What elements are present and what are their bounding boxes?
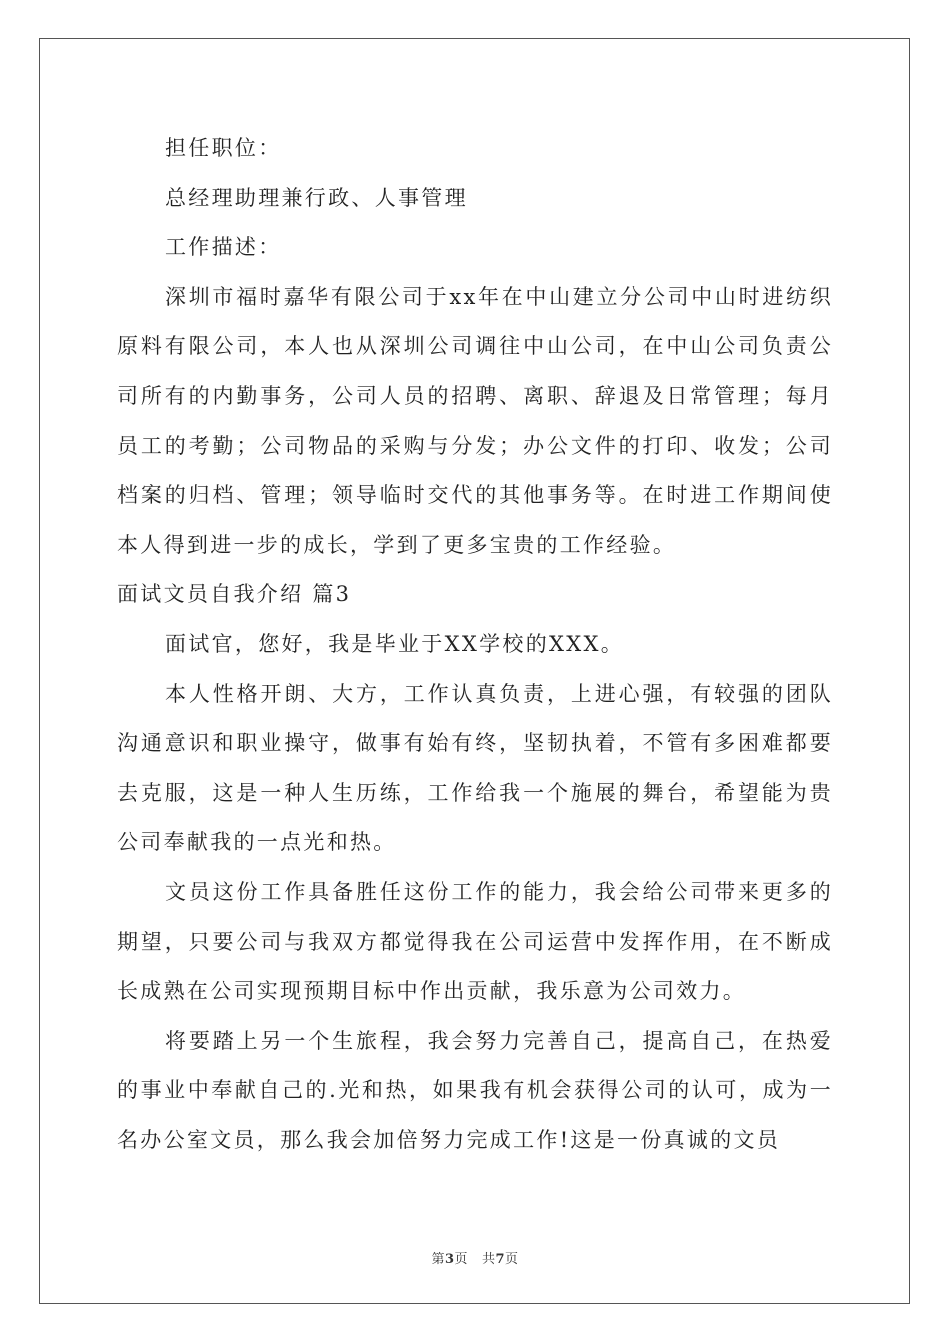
paragraph-position-value: 总经理助理兼行政、人事管理: [165, 185, 468, 210]
section-title: 面试文员自我介绍 篇3: [117, 582, 352, 607]
paragraph-closing: 将要踏上另一个生旅程，我会努力完善自己，提高自己，在热爱的事业中奉献自己的.光和热，如果我有机会获得公司的认可，成为一名办公室文员，那么我会加倍努力完成工作!这是一份真诚的文员: [117, 1028, 833, 1152]
page-footer: [0, 1248, 950, 1267]
paragraph-job-description: 深圳市福时嘉华有限公司于xx年在中山建立分公司中山时进纺织原料有限公司，本人也从深圳公司调往中山公司，在中山公司负责公司所有的内勤事务，公司人员的招聘、离职、辞退及日常管理；每月员工的考勤；公司物品的采购与分发；办公文件的打印、收发；公司档案的归档、管理；领导临时交代的其他事务等。在时进工作期间使本人得到进一步的成长，学到了更多宝贵的工作经验。: [117, 284, 833, 557]
footer-total-prefix: 共: [481, 1252, 496, 1267]
footer-page-prefix: 第: [431, 1252, 445, 1267]
footer-page-suffix: 页: [454, 1252, 469, 1267]
paragraph-personality: 本人性格开朗、大方，工作认真负责，上进心强，有较强的团队沟通意识和职业操守，做事有始有终，坚韧执着，不管有多困难都要去克服，这是一种人生历练，工作给我一个施展的舞台，希望能为贵公司奉献我的一点光和热。: [117, 681, 833, 855]
footer-page-number: 3: [444, 1252, 455, 1267]
footer-total-suffix: 页: [505, 1252, 519, 1267]
paragraph-ability: 文员这份工作具备胜任这份工作的能力，我会给公司带来更多的期望，只要公司与我双方都觉得我在公司运营中发挥作用，在不断成长成熟在公司实现预期目标中作出贡献，我乐意为公司效力。: [117, 879, 833, 1004]
paragraph-position-label: 担任职位：: [165, 136, 282, 160]
paragraph-description-label: 工作描述：: [165, 235, 282, 260]
document-body: [117, 124, 833, 1165]
paragraph-greeting: 面试官，您好，我是毕业于XX学校的XXX。: [165, 631, 625, 656]
footer-total-pages: 7: [495, 1252, 506, 1267]
